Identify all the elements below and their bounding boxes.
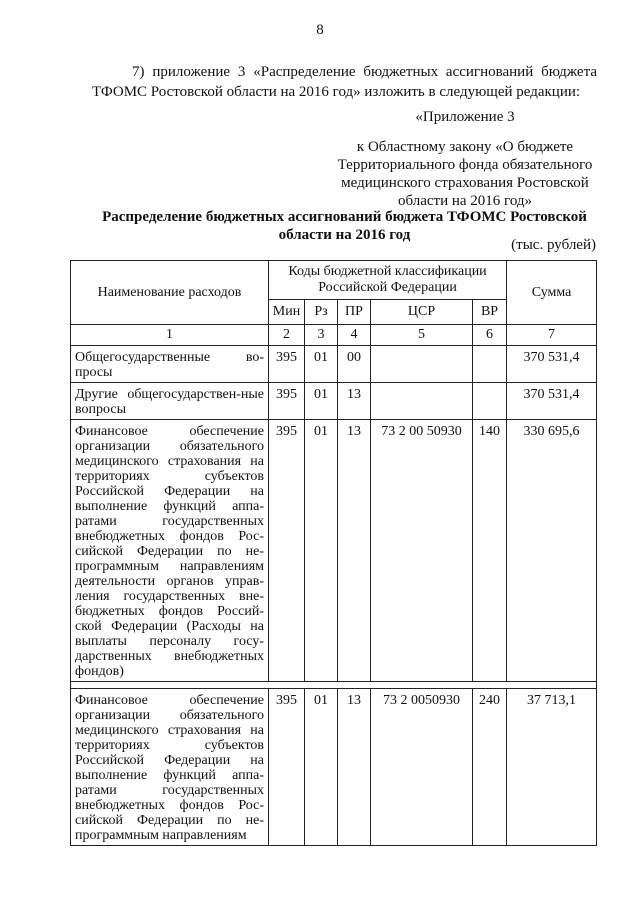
row-pr: 00 [338, 346, 371, 383]
table-row [71, 346, 597, 383]
row-rz: 01 [305, 346, 338, 383]
column-number: 1 [71, 325, 269, 346]
row-name: Финансовое обеспечение организации обязательного медицинского страхования на территориях субъектов Российской Федерации на выполнение функций аппа-ратами государственных внебюджетных фондов Рос-сийской Федерации по не-программным направлениям [71, 689, 269, 846]
column-number-row [71, 325, 597, 346]
header-min: Мин [269, 300, 305, 325]
row-sum: 370 531,4 [507, 383, 597, 420]
appendix-line: Территориального фонда обязательного [337, 157, 593, 173]
row-name: Другие общегосударствен-ные вопросы [71, 383, 269, 420]
row-pr: 13 [338, 689, 371, 846]
row-min: 395 [269, 346, 305, 383]
row-min: 395 [269, 383, 305, 420]
column-number: 4 [338, 325, 371, 346]
row-csr: 73 2 0050930 [371, 689, 473, 846]
row-sum: 370 531,4 [507, 346, 597, 383]
units-label: (тыс. рублей) [511, 237, 596, 253]
header-pr: ПР [338, 300, 371, 325]
appendix-line: к Областному закону «О бюджете [356, 139, 574, 155]
document-title: Распределение бюджетных ассигнований бюджета ТФОМС Ростовской области на 2016 год [102, 209, 587, 243]
column-number: 7 [507, 325, 597, 346]
row-sum: 330 695,6 [507, 420, 597, 682]
header-vr: ВР [473, 300, 507, 325]
row-gap [71, 682, 597, 689]
row-csr [371, 383, 473, 420]
header-codes: Коды бюджетной классификации Российской Федерации [269, 261, 507, 300]
row-vr: 240 [473, 689, 507, 846]
row-pr: 13 [338, 420, 371, 682]
page-number: 8 [316, 22, 324, 38]
table-row [71, 689, 597, 846]
header-csr: ЦСР [371, 300, 473, 325]
row-sum: 37 713,1 [507, 689, 597, 846]
row-name: Финансовое обеспечение организации обязательного медицинского страхования на территориях субъектов Российской Федерации на выполнение функций аппа-ратами государственных внебюджетных фондов Рос-сийской Федерации по не-программным направлениям деятельности органов управ-ления государственных вне-бюджетных фондов Россий-ской Федерации (Расходы на выплаты персоналу госу-дарственных внебюджетных фондов) [71, 420, 269, 682]
row-rz: 01 [305, 689, 338, 846]
row-csr [371, 346, 473, 383]
row-rz: 01 [305, 383, 338, 420]
row-csr: 73 2 00 50930 [371, 420, 473, 682]
row-vr: 140 [473, 420, 507, 682]
appendix-block [330, 108, 600, 210]
header-name: Наименование расходов [71, 261, 269, 325]
column-number: 5 [371, 325, 473, 346]
row-vr [473, 346, 507, 383]
table-row [71, 383, 597, 420]
row-name: Общегосударственные во-просы [71, 346, 269, 383]
table-row [71, 420, 597, 682]
header-rz: Рз [305, 300, 338, 325]
column-number: 3 [305, 325, 338, 346]
column-number: 6 [473, 325, 507, 346]
appendix-line: области на 2016 год» [397, 193, 533, 209]
appendix-line: медицинского страхования Ростовской [341, 175, 589, 191]
intro-paragraph: 7) приложение 3 «Распределение бюджетных ассигнований бюджета ТФОМС Ростовской области на 2016 год» изложить в следующей редакции: [92, 64, 597, 100]
row-pr: 13 [338, 383, 371, 420]
row-rz: 01 [305, 420, 338, 682]
appendix-title: «Приложение 3 [415, 109, 515, 125]
row-min: 395 [269, 420, 305, 682]
column-number: 2 [269, 325, 305, 346]
row-min: 395 [269, 689, 305, 846]
row-vr [473, 383, 507, 420]
budget-table [70, 260, 597, 846]
header-sum: Сумма [507, 261, 597, 325]
